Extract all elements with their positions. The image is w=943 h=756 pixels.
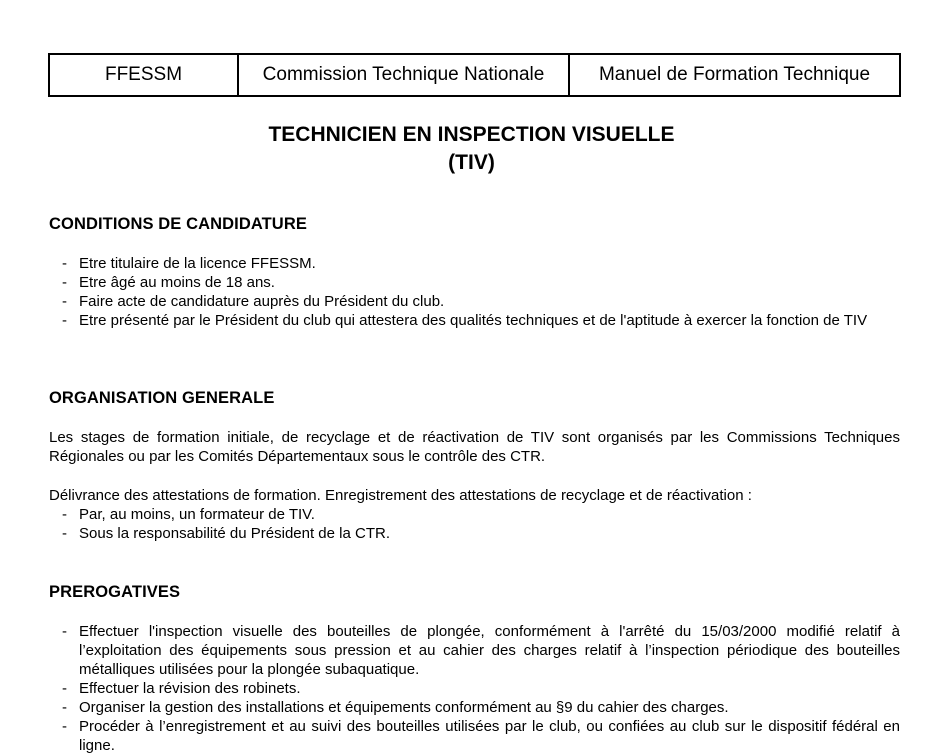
list-item xyxy=(62,622,900,679)
list-item xyxy=(62,679,900,698)
list-item xyxy=(62,254,900,273)
list-item xyxy=(62,292,900,311)
list-item-text: Faire acte de candidature auprès du Président du club. xyxy=(79,293,445,310)
header-cell-commission: Commission Technique Nationale xyxy=(239,55,570,95)
delivery-paragraph: Délivrance des attestations de formation. Enregistrement des attestations de recyclage et de réactivation : xyxy=(49,487,752,504)
conditions-list xyxy=(62,254,900,330)
list-item xyxy=(62,505,900,524)
header-cell-federation: FFESSM xyxy=(50,55,239,95)
organisation-list xyxy=(62,505,900,543)
list-dash: - xyxy=(62,312,67,329)
list-dash: - xyxy=(62,718,67,735)
list-item-text: Effectuer l'inspection visuelle des bouteilles de plongée, conformément à l'arrêté du 15/03/2000 modifié relatif à l’exploitation des équipements sous pression et au cahier des charges relatif à l’inspection périodique des bouteilles métalliques utilisées pour la plongée subaquatique. xyxy=(79,623,900,678)
list-dash: - xyxy=(62,506,67,523)
list-item-text: Etre titulaire de la licence FFESSM. xyxy=(79,255,316,272)
list-dash: - xyxy=(62,274,67,291)
list-item xyxy=(62,717,900,755)
list-item-text: Organiser la gestion des installations et équipements conformément au §9 du cahier des charges. xyxy=(79,699,729,716)
document-title: TECHNICIEN EN INSPECTION VISUELLE xyxy=(268,123,675,146)
list-item xyxy=(62,698,900,717)
heading-prerogatives: PREROGATIVES xyxy=(49,583,181,601)
list-dash: - xyxy=(62,525,67,542)
prerogatives-list xyxy=(62,622,900,755)
list-item-text: Procéder à l’enregistrement et au suivi des bouteilles utilisées par le club, ou confiées au club sur le dispositif fédéral en ligne. xyxy=(79,718,900,754)
list-item-text: Par, au moins, un formateur de TIV. xyxy=(79,506,315,523)
heading-organisation: ORGANISATION GENERALE xyxy=(49,389,275,407)
organisation-paragraph: Les stages de formation initiale, de recyclage et de réactivation de TIV sont organisés par les Commissions Techniques Régionales ou par les Comités Départementaux sous le contrôle des CTR. xyxy=(49,429,900,465)
list-item-text: Etre présenté par le Président du club qui attestera des qualités techniques et de l'aptitude à exercer la fonction de TIV xyxy=(79,312,868,329)
list-dash: - xyxy=(62,680,67,697)
header-table xyxy=(48,53,901,97)
list-dash: - xyxy=(62,255,67,272)
list-dash: - xyxy=(62,623,67,640)
list-dash: - xyxy=(62,699,67,716)
list-item-text: Sous la responsabilité du Président de la CTR. xyxy=(79,525,391,542)
document-subtitle: (TIV) xyxy=(448,151,495,174)
heading-conditions: CONDITIONS DE CANDIDATURE xyxy=(49,215,307,233)
list-item xyxy=(62,524,900,543)
list-item xyxy=(62,273,900,292)
list-item-text: Etre âgé au moins de 18 ans. xyxy=(79,274,275,291)
list-item xyxy=(62,311,900,330)
list-dash: - xyxy=(62,293,67,310)
header-cell-manual: Manuel de Formation Technique xyxy=(598,64,871,85)
list-item-text: Effectuer la révision des robinets. xyxy=(79,680,301,697)
